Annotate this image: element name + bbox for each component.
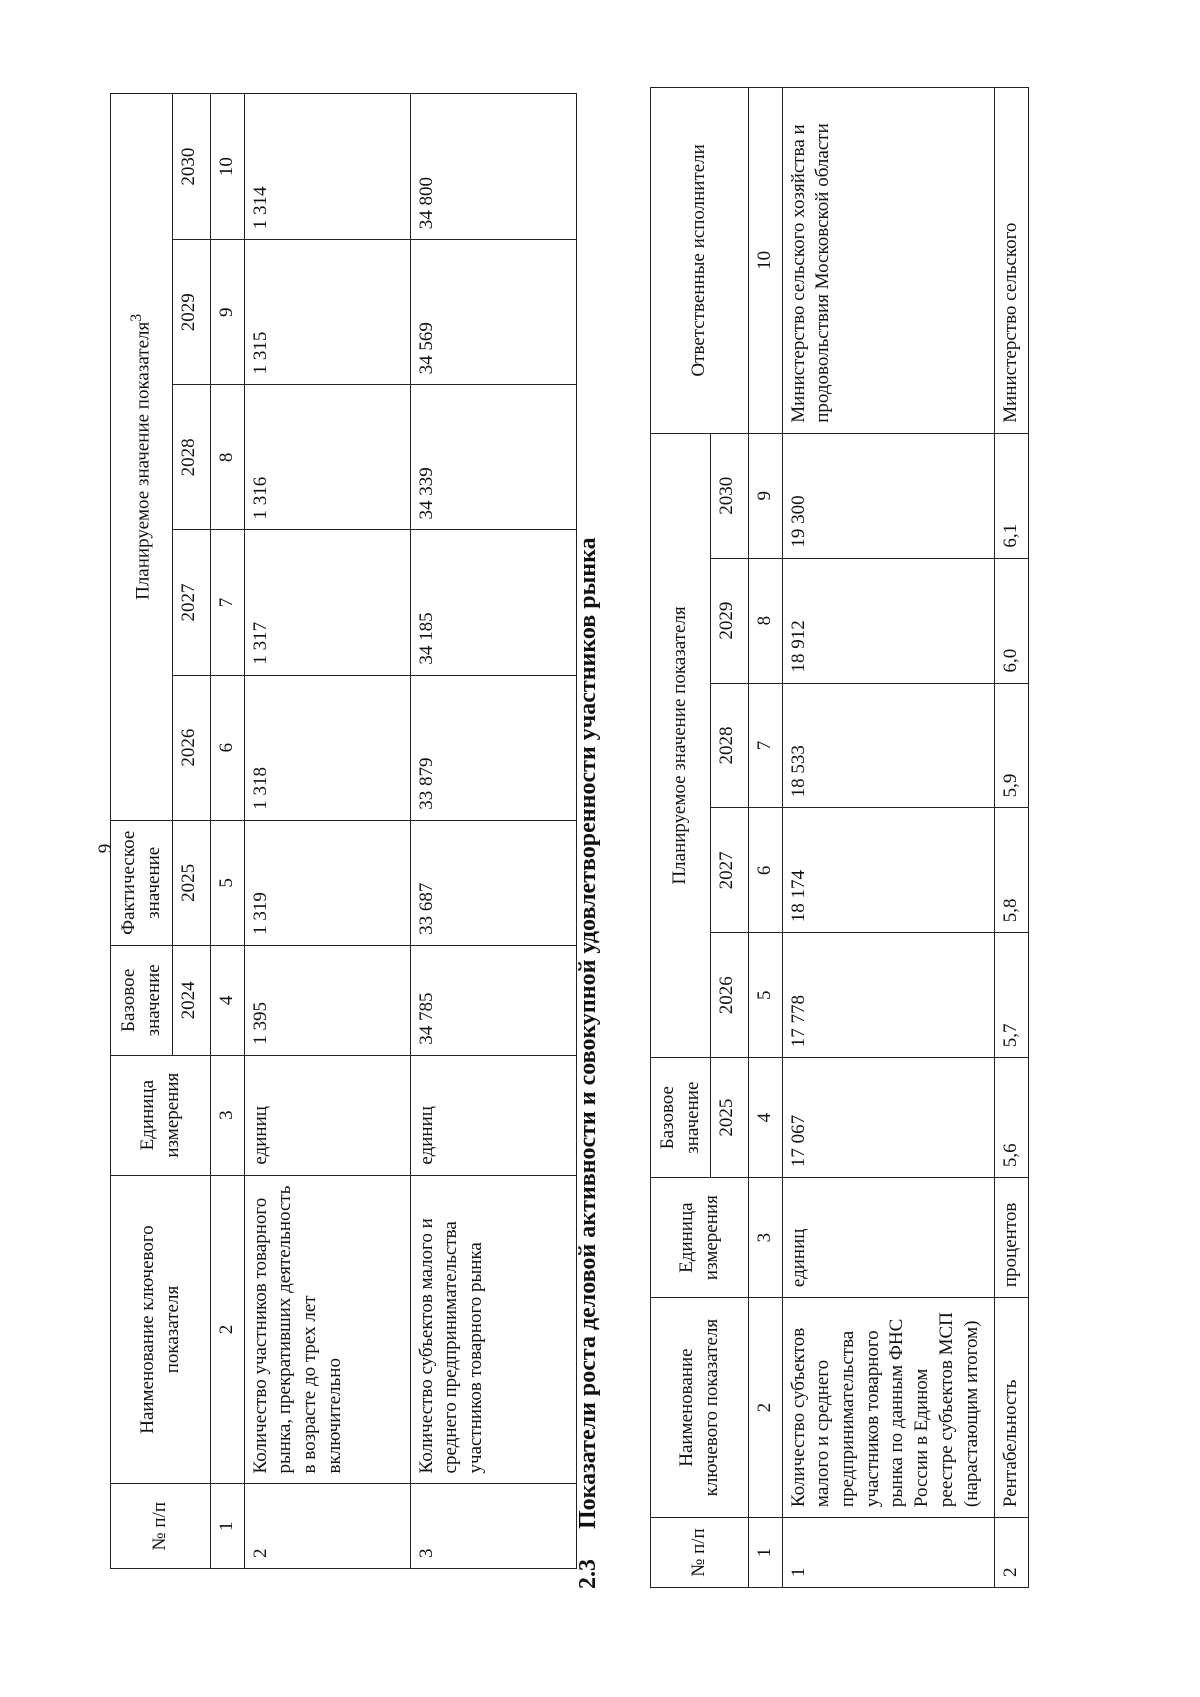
row-responsible: Министерство сельского хозяйства и продовольствия Московской области [782, 88, 994, 434]
col-number: 9 [211, 240, 245, 385]
year-cell: 2025 [711, 1058, 749, 1178]
row-plan: 19 300 [782, 433, 994, 558]
col-name-header: Наименование ключевого показателя [651, 1298, 749, 1518]
col-number: 9 [749, 433, 783, 558]
year-cell: 2028 [711, 683, 749, 808]
col-num-header: № п/п [651, 1518, 749, 1588]
row-unit: единиц [244, 1055, 410, 1175]
year-cell: 2028 [173, 385, 211, 530]
row-plan: 18 912 [782, 558, 994, 683]
row-base: 5,6 [994, 1058, 1028, 1178]
row-plan: 5,7 [994, 933, 1028, 1058]
row-plan: 6,0 [994, 558, 1028, 683]
col-unit-header: Единица измерения [111, 1055, 211, 1175]
year-cell: 2030 [173, 94, 211, 240]
row-plan: 5,8 [994, 808, 1028, 933]
col-number: 4 [749, 1058, 783, 1178]
row-base: 17 067 [782, 1058, 994, 1178]
row-num: 3 [410, 1484, 576, 1569]
row-plan: 1 317 [244, 530, 410, 675]
col-plan-header [111, 94, 173, 821]
row-plan: 34 185 [410, 530, 576, 675]
year-cell: 2030 [711, 433, 749, 558]
plan-header-text: Планируемое значение показателя [132, 321, 154, 600]
col-number: 5 [211, 820, 245, 945]
table-row [410, 94, 576, 1569]
table-row [244, 94, 410, 1569]
row-unit: единиц [782, 1178, 994, 1298]
row-plan: 33 879 [410, 675, 576, 820]
header-row [651, 88, 711, 1588]
row-unit: процентов [994, 1178, 1028, 1298]
row-num: 2 [994, 1518, 1028, 1588]
section-number: 2.3 [575, 1559, 601, 1589]
col-number: 3 [749, 1178, 783, 1298]
col-number: 1 [211, 1484, 245, 1569]
row-plan: 6,1 [994, 433, 1028, 558]
row-unit: единиц [410, 1055, 576, 1175]
year-cell: 2029 [711, 558, 749, 683]
col-number: 6 [749, 808, 783, 933]
col-name-header: Наименование ключевого показателя [111, 1175, 211, 1484]
section-title-text: Показатели роста деловой активности и совокупной удовлетворенности участников рынка [575, 537, 601, 1529]
header-row [111, 94, 173, 1569]
page-number: 9 [95, 843, 116, 854]
table-row [782, 88, 994, 1588]
row-plan: 18 174 [782, 808, 994, 933]
row-base: 34 785 [410, 945, 576, 1055]
row-num: 1 [782, 1518, 994, 1588]
year-cell: 2024 [173, 945, 211, 1055]
col-number: 10 [749, 88, 783, 434]
row-fact: 33 687 [410, 820, 576, 945]
row-plan: 5,9 [994, 683, 1028, 808]
row-fact: 1 319 [244, 820, 410, 945]
year-cell: 2027 [711, 808, 749, 933]
row-name: Рентабельность [994, 1298, 1028, 1518]
year-cell: 2027 [173, 530, 211, 675]
col-number: 4 [211, 945, 245, 1055]
col-number: 8 [211, 385, 245, 530]
col-number: 7 [749, 683, 783, 808]
indicators-table-2 [650, 87, 1029, 1588]
row-responsible: Министерство сельского [994, 88, 1028, 434]
row-plan: 34 339 [410, 385, 576, 530]
col-plan-header: Планируемое значение показателя [651, 433, 711, 1057]
col-resp-header: Ответственные исполнители [651, 88, 749, 434]
indicators-table-1 [110, 93, 577, 1569]
row-plan: 1 314 [244, 94, 410, 240]
col-unit-header: Единица измерения [651, 1178, 749, 1298]
column-number-row [749, 88, 783, 1588]
section-title [575, 537, 602, 1589]
row-plan: 17 778 [782, 933, 994, 1058]
col-base-header: Базовое значение [111, 945, 173, 1055]
row-plan: 18 533 [782, 683, 994, 808]
plan-footnote-mark: 3 [127, 313, 145, 322]
col-base-header: Базовое значение [651, 1058, 711, 1178]
row-num: 2 [244, 1484, 410, 1569]
column-number-row [211, 94, 245, 1569]
col-number: 8 [749, 558, 783, 683]
table-row [994, 88, 1028, 1588]
row-plan: 1 316 [244, 385, 410, 530]
row-plan: 34 800 [410, 94, 576, 240]
row-name: Количество участников товарного рынка, прекративших деятельность в возрасте до трех лет включительно [244, 1175, 410, 1484]
col-num-header: № п/п [111, 1484, 211, 1569]
row-name: Количество субъектов малого и среднего предпринимательства участников товарного рынка по данным ФНС России в Едином реестре субъектов МСП (нарастающим итогом) [782, 1298, 994, 1518]
row-plan: 1 315 [244, 240, 410, 385]
year-cell: 2029 [173, 240, 211, 385]
col-number: 6 [211, 675, 245, 820]
year-cell: 2026 [711, 933, 749, 1058]
col-number: 1 [749, 1518, 783, 1588]
col-number: 2 [749, 1298, 783, 1518]
col-number: 10 [211, 94, 245, 240]
year-cell: 2026 [173, 675, 211, 820]
col-number: 2 [211, 1175, 245, 1484]
row-name: Количество субъектов малого и среднего предпринимательства участников товарного рынка [410, 1175, 576, 1484]
row-plan: 34 569 [410, 240, 576, 385]
col-number: 5 [749, 933, 783, 1058]
col-number: 7 [211, 530, 245, 675]
col-fact-header: Фактическое значение [111, 820, 173, 945]
col-number: 3 [211, 1055, 245, 1175]
row-base: 1 395 [244, 945, 410, 1055]
year-cell: 2025 [173, 820, 211, 945]
row-plan: 1 318 [244, 675, 410, 820]
